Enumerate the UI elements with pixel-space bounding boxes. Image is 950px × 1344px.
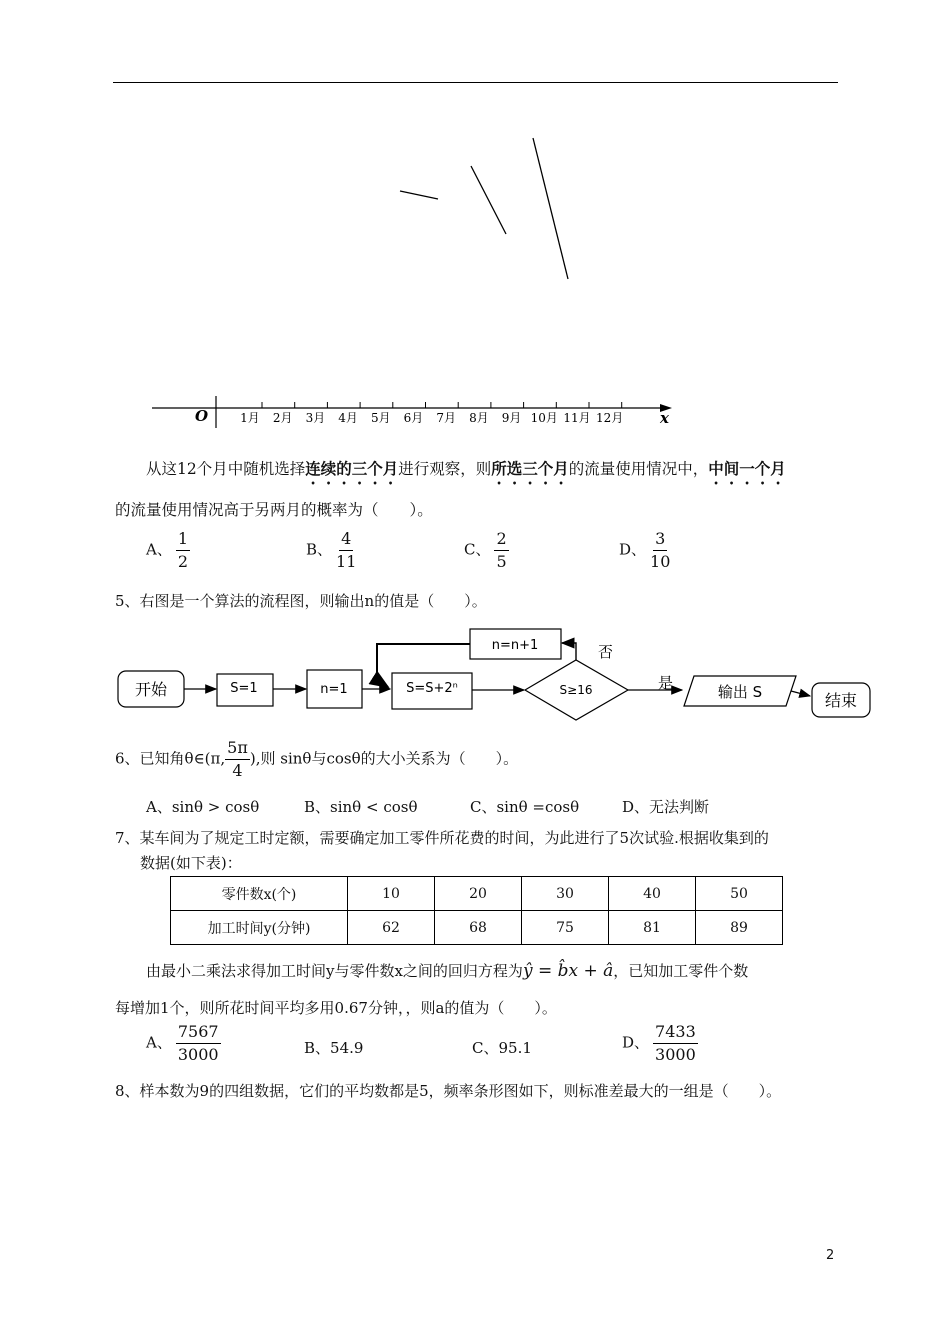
q4-text-a: 从这12个月中随机选择 [146,460,306,478]
q7-line1: 7、某车间为了规定工时定额，需要确定加工零件所花费的时间，为此进行了5次试验.根据收集到的 [115,829,769,847]
q7-line3: 由最小二乘法求得加工时间y与零件数x之间的回归方程为ŷ = b̂x + â，已知加工零件个数 [146,961,749,981]
flow-no-label: 否 [598,643,614,661]
chart-segments [400,138,568,279]
q7-option-b[interactable]: B、54.9 [304,1039,364,1057]
table-header: 零件数x(个) [171,877,348,911]
svg-text:n=1: n=1 [320,682,348,697]
x-tick-label: 10月 [530,411,558,425]
segment-2 [471,166,506,234]
x-tick-label: 5月 [370,411,391,425]
svg-text:开始: 开始 [134,680,168,699]
x-tick-label: 1月 [240,411,260,425]
regression-equation: ŷ = b̂x + â [522,961,614,981]
segment-1 [400,191,438,199]
svg-text:S=S+2ⁿ: S=S+2ⁿ [406,681,458,696]
x-axis-label: x [660,409,669,427]
q7-line4: 每增加1个，则所花时间平均多用0.67分钟，，则a的值为（ ）。 [115,999,557,1017]
q4-option-a[interactable]: A、 $\frac{1}{2}$ [146,529,189,571]
q4-option-c[interactable]: C、 $\frac{2}{5}$ [464,529,507,571]
x-tick-label: 3月 [305,411,326,425]
x-tick-label: 4月 [338,411,358,425]
q4-option-d[interactable]: D、 $\frac{3}{10}$ [619,529,671,571]
svg-text:n=n+1: n=n+1 [491,638,539,653]
q6-line: 6、已知角θ∈(π, $\frac{5\pi}{4}$ ),则 sinθ与cosθ的大小关系为（ ）。 [115,738,519,780]
x-tick-label: 7月 [436,411,457,425]
x-tick-label: 9月 [501,411,522,425]
svg-text:S=1: S=1 [230,681,258,696]
x-tick-label: 8月 [469,411,489,425]
q7-line2: 数据(如下表)： [140,854,242,872]
x-tick-label: 11月 [563,411,591,425]
q4-text-c: 进行观察，则 [398,460,492,478]
q4-option-b[interactable]: B、 $\frac{4}{11}$ [306,529,357,571]
flowchart [0,620,950,730]
x-tick-label: 2月 [272,411,293,425]
q4-line1 [146,457,786,488]
svg-text:结束: 结束 [824,691,858,710]
q6-option-b[interactable]: B、sinθ < cosθ [304,798,418,816]
segment-3 [533,138,568,279]
q7-option-a[interactable]: A、 $\frac{7567}{3000}$ [146,1022,219,1064]
q4-text-e: 的流量使用情况中， [568,460,709,478]
table-row: 加工时间y(分钟) 62 68 75 81 89 [171,911,783,945]
x-tick-labels [240,402,623,425]
q8-text: 8、样本数为9的四组数据，它们的平均数都是5，频率条形图如下，则标准差最大的一组是（ ）。 [115,1082,782,1100]
origin-label: O [195,407,209,425]
x-tick-label: 6月 [403,411,424,425]
q6-option-d[interactable]: D、无法判断 [622,798,710,816]
q4-emph-3: 中间一个月 [708,459,786,478]
svg-text:输出 S: 输出 S [717,683,763,701]
q7-option-c[interactable]: C、95.1 [472,1039,532,1057]
q6-option-a[interactable]: A、sinθ > cosθ [146,798,260,816]
q4-emph-2: 所选三个月 [491,459,569,478]
page-number: 2 [826,1248,835,1263]
x-tick-label: 12月 [596,411,624,425]
svg-text:S≥16: S≥16 [559,683,593,697]
table-row: 零件数x(个) 10 20 30 40 50 [171,877,783,911]
monthly-chart [0,0,950,440]
q5-text: 5、右图是一个算法的流程图，则输出n的值是（ ）。 [115,592,487,610]
q4-line2: 的流量使用情况高于另两月的概率为（ ）。 [115,501,433,519]
table-header: 加工时间y(分钟) [171,911,348,945]
q7-option-d[interactable]: D、 $\frac{7433}{3000}$ [622,1022,696,1064]
data-table [170,876,783,945]
q6-option-c[interactable]: C、sinθ =cosθ [470,798,580,816]
flow-yes-label: 是 [658,674,674,692]
q4-emph-1: 连续的三个月 [305,459,399,478]
